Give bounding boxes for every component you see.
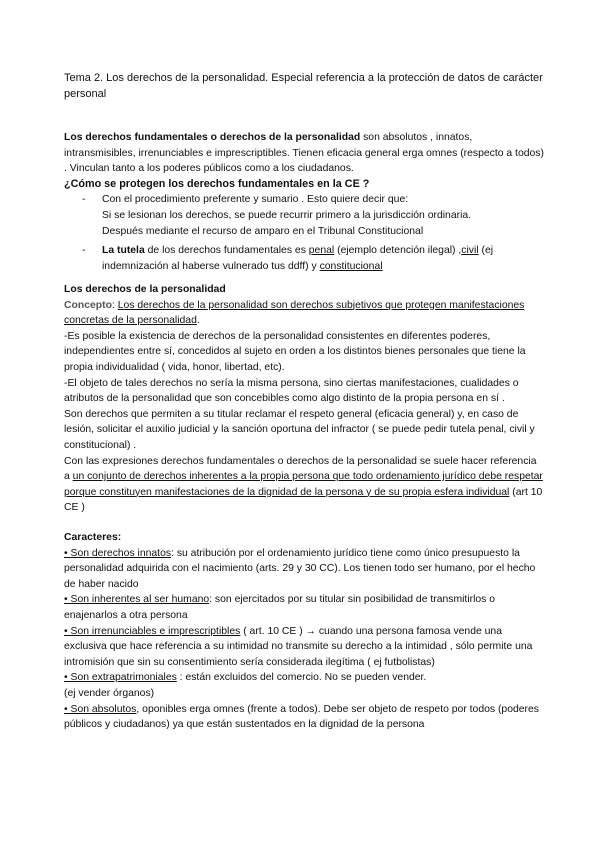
dash1-line1: Con el procedimiento preferente y sumario . Esto quiere decir que: xyxy=(102,194,409,206)
section1-p4-underlined: un conjunto de derechos inherentes a la propia persona que todo ordenamiento jurídico debe respetar porque constituyen manifestaciones de la dignidad de la persona y de su propia esfera individual xyxy=(64,471,543,498)
characteristic-text: ( art. 10 CE ) → cuando una persona famosa vende una exclusiva que hace referencia a su intimidad no transmite su derecho a la intimidad , sólo permite una intromisión que sin su consentimiento sería considerada ilegítima ( ej futbolistas) xyxy=(64,625,533,668)
characteristic-item xyxy=(64,624,544,671)
tutela-penal: penal xyxy=(308,245,335,257)
section1-paragraph-2: -El objeto de tales derechos no sería la misma persona, sino ciertas manifestaciones, cualidades o atributos de la personalidad que son concebibles como algo distinto de la propia persona en sí . xyxy=(64,377,519,405)
characteristic-title: • Son derechos innatos xyxy=(64,547,172,559)
concept-label: Concepto xyxy=(64,299,112,311)
dash1-line2: Si se lesionan los derechos, se puede recurrir primero a la jurisdicción ordinaria. xyxy=(102,209,472,221)
dash-mark: - xyxy=(82,194,86,206)
characteristic-item xyxy=(64,592,544,623)
dash1-line3: Después mediante el recurso de amparo en el Tribunal Constitucional xyxy=(102,225,424,237)
characteristic-title: • Son irrenunciables e imprescriptibles xyxy=(64,625,241,637)
section1-paragraph-1: -Es posible la existencia de derechos de la personalidad consistentes en diferentes poderes, independientes entre sí, concedidos al sujeto en orden a los distintos bienes personales que tiene la propia individualidad ( vida, honor, libertad, etc). xyxy=(64,330,526,373)
concept-colon: : xyxy=(111,299,118,311)
section1-paragraph-3: Son derechos que permiten a su titular reclamar el respeto general (eficacia general) y, en caso de lesión, solicitar el auxilio judicial y la sanción oportuna del infractor ( se puede pedir tutela penal, civil y constitucional) . xyxy=(64,408,535,451)
section-characteristics xyxy=(64,530,544,733)
characteristic-title: • Son extrapatrimoniales xyxy=(64,672,177,684)
characteristic-text: (ej vender órganos) xyxy=(64,687,155,699)
protection-question: ¿Cómo se protegen los derechos fundamentales en la CE ? xyxy=(64,177,370,190)
document-title: Tema 2. Los derechos de la personalidad. Especial referencia a la protección de datos de carácter personal xyxy=(64,72,543,100)
intro-paragraph xyxy=(64,130,544,274)
characteristic-text: : están excluidos del comercio. No se pueden vender. xyxy=(176,672,427,684)
section1-heading: Los derechos de la personalidad xyxy=(64,284,226,295)
characteristic-item xyxy=(64,546,544,593)
characteristic-note xyxy=(64,686,544,702)
section-personality-rights xyxy=(64,282,544,516)
dash-item-tutela xyxy=(64,243,544,274)
tutela-text-2: (ejemplo detención ilegal) , xyxy=(334,245,462,257)
intro-bold: Los derechos fundamentales o derechos de la personalidad xyxy=(64,132,361,143)
characteristic-title: • Son absolutos xyxy=(64,703,137,715)
characteristic-item xyxy=(64,670,544,686)
section1-p4-end: (art 10 CE ) xyxy=(64,486,543,514)
tutela-bold: La tutela xyxy=(102,245,145,257)
dash-mark: - xyxy=(82,245,86,257)
concept-definition: Los derechos de la personalidad son derechos subjetivos que protegen manifestaciones concretas de la personalidad xyxy=(64,299,525,327)
characteristic-text: : son ejercitados por su titular sin posibilidad de transmitirlos o enajenarlos a otra persona xyxy=(64,594,496,621)
section1-p4-start: Con las expresiones derechos fundamentales o derechos de la personalidad se suele hacer referencia a xyxy=(64,455,537,483)
intro-text: son absolutos , innatos, intransmisibles, irrenunciables e imprescriptibles. Tienen eficacia general erga omnes (respecto a todos) . Vinculan tanto a los poderes públicos como a los ciudadanos. xyxy=(64,132,544,175)
section2-heading: Caracteres: xyxy=(64,532,122,543)
characteristic-text: : su atribución por el ordenamiento jurídico tiene como único presupuesto la personalidad adquirida con el nacimiento (arts. 29 y 30 CC). Los tienen todo ser humano, por el hecho de haber nacido xyxy=(64,547,536,590)
tutela-text-1: de los derechos fundamentales es xyxy=(144,245,309,257)
dash-item-procedure xyxy=(64,192,544,239)
characteristic-title: • Son inherentes al ser humano xyxy=(64,594,210,606)
characteristic-item xyxy=(64,702,544,733)
concept-end: . xyxy=(196,315,200,327)
tutela-civil: civil xyxy=(461,245,479,257)
tutela-constitucional: constitucional xyxy=(319,260,383,272)
tutela-text-3: (ej indemnización al haberse vulnerado tus ddff) y xyxy=(102,245,494,272)
characteristic-text: , oponibles erga omnes (frente a todos). Debe ser objeto de respeto por todos (poderes públicos y ciudadanos) ya que están sustentados en la dignidad de la persona xyxy=(64,703,539,731)
